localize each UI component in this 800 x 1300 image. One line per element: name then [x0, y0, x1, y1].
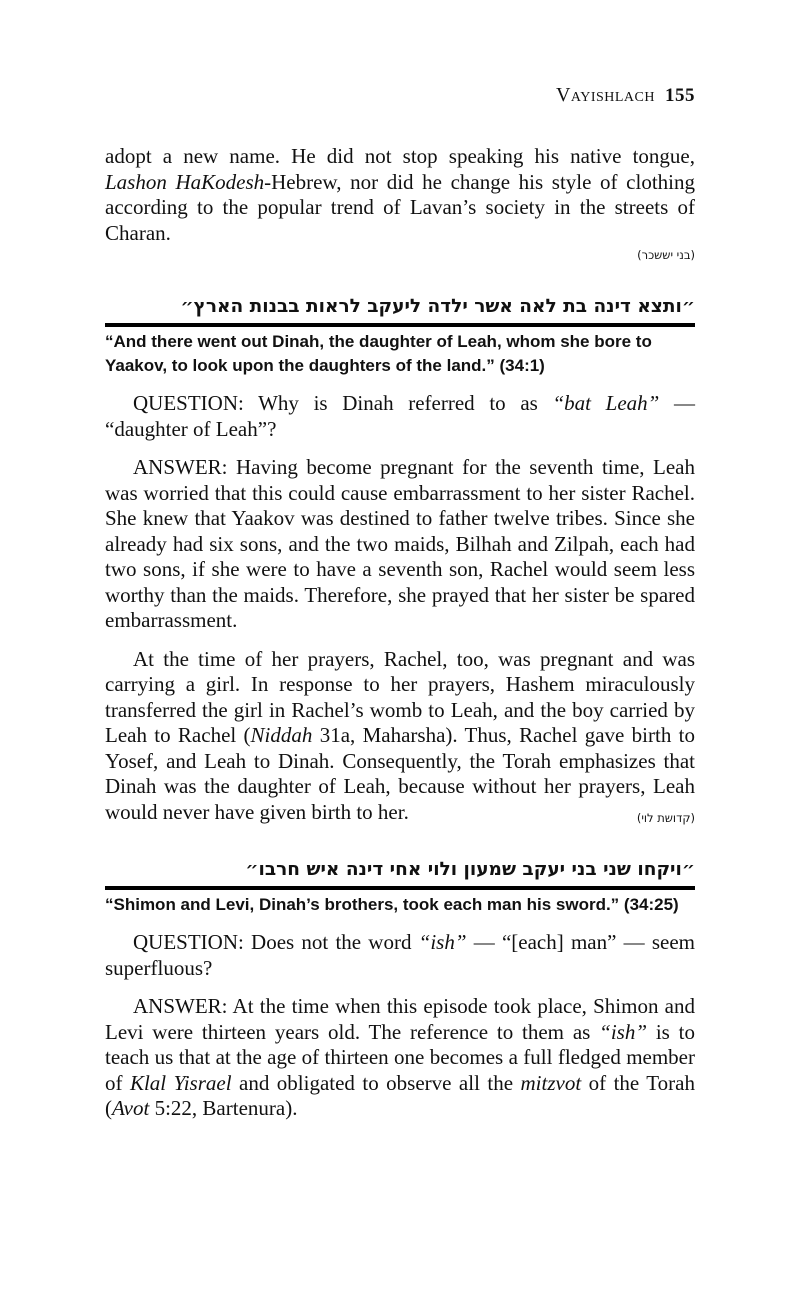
english-verse-heading: “Shimon and Levi, Dinah’s brothers, took each man his sword.” (34:25): [105, 895, 679, 914]
answer-paragraph-2: At the time of her prayers, Rachel, too, was pregnant and was carrying a girl. In response to her prayers, Hashem miraculously transferred the girl in Rachel’s womb to Leah, and the boy carried by Leah to Rachel (Niddah 31a, Maharsha). Thus, Rachel gave birth to Yosef, and Leah to Dinah. Consequently, the Torah emphasizes that Dinah was the daughter of Leah, because without her prayers, Leah would never have given birth to her.: [105, 646, 695, 824]
book-page: [105, 84, 695, 1122]
running-head: [105, 84, 695, 114]
source-citation: (קדושת לוי): [636, 811, 695, 825]
hebrew-verse-heading: ״ותצא דינה בת לאה אשר ילדה ליעקב לראות בבנות הארץ״: [105, 296, 695, 327]
source-citation: (בני יששכר): [637, 248, 695, 262]
answer-paragraph: ANSWER: Having become pregnant for the seventh time, Leah was worried that this could cause embarrassment to her sister Rachel. She knew that Yaakov was destined to father twelve tribes. Since she already had six sons, and the two maids, Bilhah and Zilpah, each had two sons, if she were to have a seventh son, Rachel would seem less worthy than the maids. Therefore, she prayed that her sister be spared embarrassment.: [105, 455, 695, 632]
answer-paragraph: ANSWER: At the time when this episode took place, Shimon and Levi were thirteen years old. The reference to them as “ish” is to teach us that at the age of thirteen one becomes a full fledged member of Klal Yisrael and obligated to observe all the mitzvot of the Torah (Avot 5:22, Bartenura).: [105, 994, 696, 1120]
page-number: 155: [665, 85, 695, 106]
intro-paragraph: adopt a new name. He did not stop speaking his native tongue, Lashon HaKodesh-Hebrew, nor did he change his style of clothing according to the popular trend of Lavan’s society in the streets of Charan.: [105, 144, 695, 245]
section-title: Vayishlach: [555, 84, 655, 106]
question-paragraph: QUESTION: Why is Dinah referred to as “bat Leah” — “daughter of Leah”?: [105, 391, 696, 441]
question-paragraph: QUESTION: Does not the word “ish” — “[each] man” — seem superfluous?: [105, 930, 695, 980]
english-verse-heading: “And there went out Dinah, the daughter of Leah, whom she bore to Yaakov, to look upon the daughters of the land.” (34:1): [105, 332, 652, 375]
hebrew-verse-heading: ״ויקחו שני בני יעקב שמעון ולוי אחי דינה איש חרבו״: [105, 859, 695, 890]
